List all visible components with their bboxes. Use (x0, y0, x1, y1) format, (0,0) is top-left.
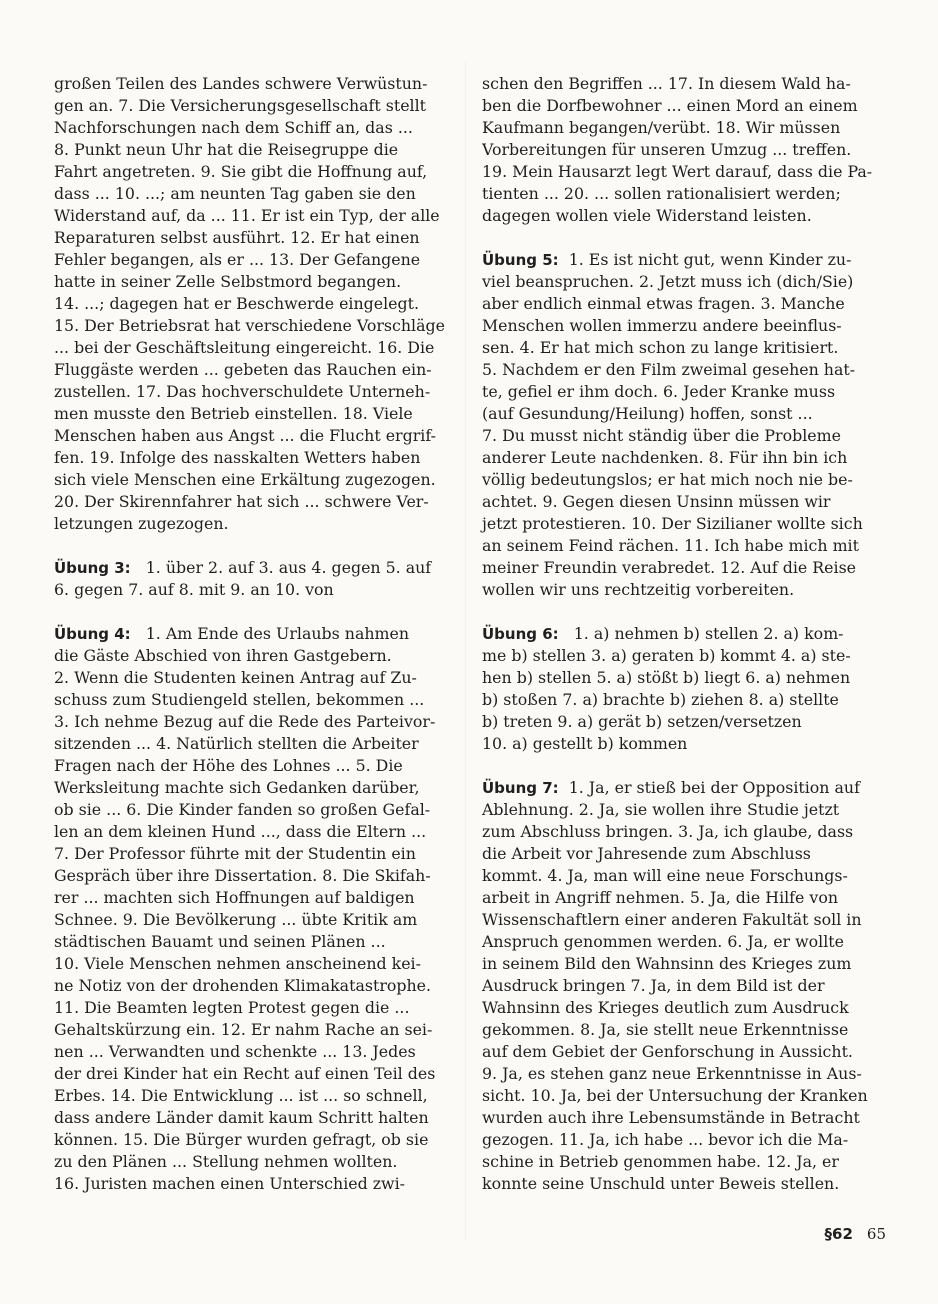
text-line: völlig bedeutungslos; er hat mich noch nie be- (482, 470, 853, 489)
text-line: 7. Der Professor führte mit der Studentin ein (54, 844, 416, 863)
exercise-heading: Übung 7: (482, 779, 559, 797)
text-line: me b) stellen 3. a) geraten b) kommt 4. a) ste- (482, 646, 851, 665)
exercise-heading: Übung 4: (54, 625, 131, 643)
text-line: letzungen zugezogen. (54, 514, 229, 533)
text-line: rer ... machten sich Hoffnungen auf baldigen (54, 888, 415, 907)
text-line: anderer Leute nachdenken. 8. Für ihn bin ich (482, 448, 848, 467)
text-line: (auf Gesundung/Heilung) hoffen, sonst ... (482, 404, 813, 423)
text-line: städtischen Bauamt und seinen Plänen ... (54, 932, 386, 951)
text-line: Gespräch über ihre Dissertation. 8. Die Skifah- (54, 866, 431, 885)
text-line: viel beanspruchen. 2. Jetzt muss ich (dich/Sie) (482, 272, 854, 291)
text-line: ne Notiz von der drohenden Klimakatastrophe. (54, 976, 432, 995)
exercise-5 (482, 249, 882, 601)
text-line: sich viele Menschen eine Erkältung zugezogen. (54, 470, 436, 489)
text-line: in seinem Bild den Wahnsinn des Krieges zum (482, 954, 852, 973)
text-line: Fehler begangen, als er ... 13. Der Gefangene (54, 250, 421, 269)
text-line: Fahrt angetreten. 9. Sie gibt die Hoffnung auf, (54, 162, 428, 181)
text-line: Menschen wollen immerzu andere beeinflus- (482, 316, 842, 335)
text-line: 6. gegen 7. auf 8. mit 9. an 10. von (54, 580, 334, 599)
text-line: 11. Die Beamten legten Protest gegen die ... (54, 998, 410, 1017)
right-column (482, 73, 882, 1195)
text-line: Erbes. 14. Die Entwicklung ... ist ... so schnell, (54, 1086, 428, 1105)
text-line: 19. Mein Hausarzt legt Wert darauf, dass die Pa- (482, 162, 873, 181)
text-line: Kaufmann begangen/verübt. 18. Wir müssen (482, 118, 841, 137)
exercise-6 (482, 623, 882, 755)
exercise-3 (54, 557, 462, 601)
text-line (482, 777, 882, 799)
text-line: die Arbeit vor Jahresende zum Abschluss (482, 844, 811, 863)
text-line: Gehaltskürzung ein. 12. Er nahm Rache an sei- (54, 1020, 433, 1039)
text-line: arbeit in Angriff nehmen. 5. Ja, die Hilfe von (482, 888, 839, 907)
text-line: Menschen haben aus Angst ... die Flucht ergrif- (54, 426, 436, 445)
text-line (54, 557, 462, 579)
text-line: sitzenden ... 4. Natürlich stellten die Arbeiter (54, 734, 419, 753)
exercise-4 (54, 623, 462, 1195)
text-line: Vorbereitungen für unseren Umzug ... treffen. (482, 140, 852, 159)
text-line: schine in Betrieb genommen habe. 12. Ja, er (482, 1152, 839, 1171)
text-line: b) stoßen 7. a) brachte b) ziehen 8. a) stellte (482, 690, 839, 709)
text-line: 2. Wenn die Studenten keinen Antrag auf Zu- (54, 668, 417, 687)
text-line: zu den Plänen ... Stellung nehmen wollten. (54, 1152, 398, 1171)
text-line: men musste den Betrieb einstellen. 18. Viele (54, 404, 413, 423)
left-column (54, 73, 462, 1195)
text-line: Ausdruck bringen 7. Ja, in dem Bild ist der (482, 976, 825, 995)
text-line: Widerstand auf, da ... 11. Er ist ein Typ, der alle (54, 206, 440, 225)
text-line: 16. Juristen machen einen Unterschied zwi- (54, 1174, 405, 1193)
text-line: fen. 19. Infolge des nasskalten Wetters haben (54, 448, 421, 467)
text-line: 7. Du musst nicht ständig über die Probleme (482, 426, 841, 445)
text-line: ben die Dorfbewohner ... einen Mord an einem (482, 96, 858, 115)
text-line: 3. Ich nehme Bezug auf die Rede des Parteivor- (54, 712, 436, 731)
text-line: gen an. 7. Die Versicherungsgesellschaft stellt (54, 96, 427, 115)
text-line: 8. Punkt neun Uhr hat die Reisegruppe die (54, 140, 399, 159)
text-span: 1. über 2. auf 3. aus 4. gegen 5. auf (145, 558, 432, 577)
text-line: Fragen nach der Höhe des Lohnes ... 5. Die (54, 756, 403, 775)
text-line: dass andere Länder damit kaum Schritt halten (54, 1108, 429, 1127)
exercise-heading: Übung 3: (54, 559, 131, 577)
text-line: sicht. 10. Ja, bei der Untersuchung der Kranken (482, 1086, 868, 1105)
exercise-7 (482, 777, 882, 1195)
text-line: wollen wir uns rechtzeitig vorbereiten. (482, 580, 795, 599)
text-line: der drei Kinder hat ein Recht auf einen Teil des (54, 1064, 436, 1083)
text-line: können. 15. Die Bürger wurden gefragt, ob sie (54, 1130, 429, 1149)
text-line: b) treten 9. a) gerät b) setzen/versetzen (482, 712, 802, 731)
text-line: meiner Freundin verabredet. 12. Auf die Reise (482, 558, 857, 577)
text-line: jetzt protestieren. 10. Der Sizilianer wollte sich (482, 514, 863, 533)
text-line: zustellen. 17. Das hochverschuldete Unterneh- (54, 382, 431, 401)
text-line: Werksleitung machte sich Gedanken darüber, (54, 778, 420, 797)
text-line: schen den Begriffen ... 17. In diesem Wald ha- (482, 74, 851, 93)
text-line: Fluggäste werden ... gebeten das Rauchen ein- (54, 360, 432, 379)
text-span: 1. a) nehmen b) stellen 2. a) kom- (573, 624, 844, 643)
text-line: nen ... Verwandten und schenkte ... 13. Jedes (54, 1042, 416, 1061)
page-number: 65 (866, 1225, 886, 1243)
text-span: 1. Ja, er stieß bei der Opposition auf (568, 778, 860, 797)
text-line (482, 623, 882, 645)
exercise-heading: Übung 6: (482, 625, 559, 643)
text-span: 1. Am Ende des Urlaubs nahmen (145, 624, 410, 643)
text-line: Anspruch genommen werden. 6. Ja, er wollte (482, 932, 844, 951)
page-crease (465, 60, 466, 1240)
text-line: die Gäste Abschied von ihren Gastgebern. (54, 646, 392, 665)
text-line: Wissenschaftlern einer anderen Fakultät soll in (482, 910, 862, 929)
text-line: 5. Nachdem er den Film zweimal gesehen hat- (482, 360, 856, 379)
text-line: auf dem Gebiet der Genforschung in Aussicht. (482, 1042, 853, 1061)
text-line: 10. Viele Menschen nehmen anscheinend kei- (54, 954, 421, 973)
text-line (482, 249, 882, 271)
continued-exercise-text (482, 73, 882, 227)
text-line: achtet. 9. Gegen diesen Unsinn müssen wir (482, 492, 831, 511)
text-line: sen. 4. Er hat mich schon zu lange kritisiert. (482, 338, 839, 357)
text-line: Wahnsinn des Krieges deutlich zum Ausdruck (482, 998, 849, 1017)
text-line: gezogen. 11. Ja, ich habe ... bevor ich die Ma- (482, 1130, 849, 1149)
text-line: Ablehnung. 2. Ja, sie wollen ihre Studie jetzt (482, 800, 840, 819)
text-line: te, gefiel er ihm doch. 6. Jeder Kranke muss (482, 382, 836, 401)
text-span: 1. Es ist nicht gut, wenn Kinder zu- (568, 250, 852, 269)
text-line: tienten ... 20. ... sollen rationalisiert werden; (482, 184, 841, 203)
text-line: Nachforschungen nach dem Schiff an, das ... (54, 118, 413, 137)
text-line: dagegen wollen viele Widerstand leisten. (482, 206, 812, 225)
text-line: len an dem kleinen Hund ..., dass die Eltern ... (54, 822, 427, 841)
text-line: konnte seine Unschuld unter Beweis stellen. (482, 1174, 840, 1193)
text-line: Schnee. 9. Die Bevölkerung ... übte Kritik am (54, 910, 418, 929)
text-line: schuss zum Studiengeld stellen, bekommen ... (54, 690, 425, 709)
text-line: großen Teilen des Landes schwere Verwüstun- (54, 74, 428, 93)
text-line: 20. Der Skirennfahrer hat sich ... schwere Ver- (54, 492, 429, 511)
text-line: aber endlich einmal etwas fragen. 3. Manche (482, 294, 845, 313)
text-line: hen b) stellen 5. a) stößt b) liegt 6. a) nehmen (482, 668, 851, 687)
text-line: hatte in seiner Zelle Selbstmord begangen. (54, 272, 402, 291)
text-line: 15. Der Betriebsrat hat verschiedene Vorschläge (54, 316, 445, 335)
text-line: Reparaturen selbst ausführt. 12. Er hat einen (54, 228, 420, 247)
text-line (54, 623, 462, 645)
text-line: gekommen. 8. Ja, sie stellt neue Erkenntnisse (482, 1020, 849, 1039)
exercise-heading: Übung 5: (482, 251, 559, 269)
page-footer (825, 1223, 886, 1245)
text-line: ... bei der Geschäftsleitung eingereicht. 16. Die (54, 338, 435, 357)
text-line: 10. a) gestellt b) kommen (482, 734, 688, 753)
text-line: ob sie ... 6. Die Kinder fanden so großen Gefal- (54, 800, 431, 819)
text-line: wurden auch ihre Lebensumstände in Betracht (482, 1108, 860, 1127)
text-line: 9. Ja, es stehen ganz neue Erkenntnisse in Aus- (482, 1064, 862, 1083)
text-line: 14. ...; dagegen hat er Beschwerde eingelegt. (54, 294, 419, 313)
text-line: an seinem Feind rächen. 11. Ich habe mich mit (482, 536, 859, 555)
text-line: dass ... 10. ...; am neunten Tag gaben sie den (54, 184, 416, 203)
continued-exercise-text (54, 73, 462, 535)
text-line: kommt. 4. Ja, man will eine neue Forschungs- (482, 866, 848, 885)
section-marker: §62 (824, 1225, 853, 1243)
text-line: zum Abschluss bringen. 3. Ja, ich glaube, dass (482, 822, 854, 841)
